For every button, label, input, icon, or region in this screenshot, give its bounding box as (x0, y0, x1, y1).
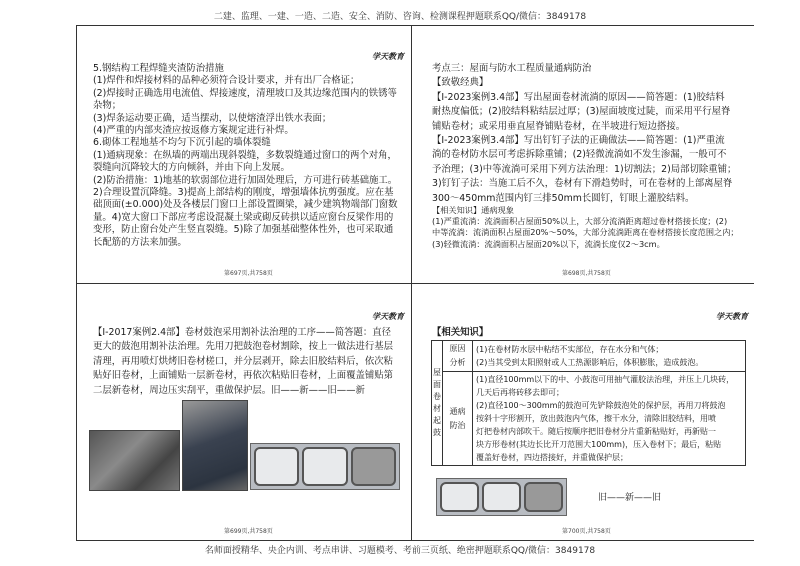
repair-diagram (250, 443, 400, 490)
text-line: 量。4)宽大窗口下部应考虑设混凝土梁或砌反砖拱以适应窗台反梁作用的 (93, 211, 394, 223)
diagram-step-patch (351, 447, 396, 486)
text-line: 5.钢结构工程焊缝夹渣防治措施 (93, 63, 224, 74)
text-line: (2)直径100～300mm的鼓泡可先铲除鼓泡处的保护层，再用刀将鼓泡 (476, 401, 726, 410)
layer-sequence: 旧——新——旧 (598, 493, 662, 503)
text-line: (4)严重的内部夹渣应按返修方案规定进行补焊。 (93, 125, 294, 137)
text-line: 按斜十字形割开，放出鼓泡内气体，擦干水分，清除旧胶结料，用喷 (476, 414, 716, 423)
text-line: (1)在卷材防水层中粘结不实部位，存在水分和气体； (476, 345, 664, 354)
frame-bottom (76, 540, 754, 541)
text-line: 考点三：屋面与防水工程质量通病防治 (432, 63, 592, 74)
photo-cut-membrane (182, 400, 248, 491)
text-line: 铺贴卷材；或采用垂直屋脊铺贴卷材，在半坡进行短边搭接。 (432, 120, 686, 132)
text-line: 变形，防止窗台处产生竖直裂缝。5)除了加强基础整体性外，也可采取通 (93, 224, 394, 236)
page-text (93, 326, 393, 398)
diagram-step-peel (482, 482, 521, 512)
text-line: (3)轻微流淌：流淌面积占屋面20%以下，流淌长度仅2～3cm。 (432, 238, 665, 249)
text-line: 2)合理设置沉降缝。3)提高上部结构的刚度，增强墙体抗剪强度。应在基 (93, 187, 394, 199)
text-line: (1)通病现象：在纵墙的两端出现斜裂缝，多数裂缝通过窗口的两个对角， (93, 149, 397, 161)
text-line: (1)直径100mm以下的中、小鼓泡可用抽气灌胶法治理，并压上几块砖， (476, 375, 735, 384)
text-line: (3)焊条运动要正确，适当摆动，以使熔渣浮出铁水表面； (93, 112, 332, 124)
text-line: 覆盖好卷材，四边搭接好，并重做保护层； (476, 453, 628, 462)
text-line: 【Ⅰ-2017案例2.4部】卷材鼓泡采用割补法治理的工序——简答题：直径 (93, 327, 392, 338)
text-line: (2)焊接时正确选用电流值、焊接速度，清理坡口及其边缘范围内的铁锈等 (93, 87, 397, 99)
text-line: 更大的鼓泡用割补法治理。先用刀把鼓泡卷材割除，按上一做法进行基层 (93, 341, 394, 353)
text-line: 【相关知识】通病现象 (432, 205, 514, 215)
text-line: 灯把卷材内部吹干。随后按顺序把旧卷材分片重新粘贴好，再新贴一 (476, 427, 716, 436)
table-group-label: 屋面卷材起鼓 (432, 341, 443, 466)
related-heading: 【相关知识】 (432, 327, 489, 338)
diagram-step-patch (524, 482, 563, 512)
page-text (432, 62, 736, 206)
photo-blister (89, 430, 180, 491)
text-line: 块方形卷材(其边长比开刀范围大100mm)，压入卷材下；最后，粘贴 (476, 440, 722, 449)
text-line: 【Ⅰ-2023案例3.4部】写出屋面卷材流淌的原因——简答题：(1)胶结料 (432, 91, 725, 103)
page-number: 第698页,共758页 (562, 270, 611, 277)
text-line: (1)严重流淌：流淌面积占屋面50%以上，大部分流淌距离超过卷材搭接长度；(2) (432, 216, 728, 227)
text-line: 长配筋的方法来加强。 (93, 236, 187, 248)
text-line: 础顶面(±0.000)处及各楼层门窗口上部设置圈梁，减少建筑物端部门窗数 (93, 199, 398, 211)
text-line: 二层新卷材，周边压实刮平，重做保护层。旧——新——旧——新 (93, 384, 365, 396)
diagram-step-peel (302, 447, 347, 486)
brand-logo: 学天教育 (372, 52, 404, 61)
header-banner: 二建、监理、一建、一造、二造、安全、消防、咨询、检测课程押题联系QQ/微信：3849178 (213, 12, 587, 22)
diagram-step-cut (254, 447, 299, 486)
diagram-step-cut (440, 482, 479, 512)
text-line: 贴好旧卷材，上面铺贴一层新卷材，再依次粘贴旧卷材，上面覆盖铺贴第 (93, 370, 394, 382)
footer-banner: 名师面授精华、央企内训、考点串讲、习题模考、考前三页纸、绝密押题联系QQ/微信：3849178 (204, 546, 596, 556)
text-line: 中等流淌：流淌面积占屋面20%～50%，大部分流淌距离在卷材搭接长度范围之内； (432, 227, 739, 238)
page-number: 第699页,共758页 (224, 528, 273, 535)
brand-logo: 学天教育 (716, 312, 748, 321)
frame-top (76, 25, 754, 26)
row-label: 原因分析 (443, 341, 473, 372)
row-label: 通病防治 (443, 372, 473, 466)
page-text (93, 63, 398, 249)
page-number: 第697页,共758页 (224, 270, 273, 277)
knowledge-table (431, 340, 746, 466)
text-line: 300～450mm范围内钉三排50mm长圆钉，钉眼上灌胶结料。 (432, 192, 695, 204)
row-content (473, 341, 746, 372)
text-line: 几天后再将砖移去即可； (476, 388, 564, 397)
frame-horizontal (76, 283, 754, 284)
text-line: 【致敬经典】 (432, 77, 489, 89)
text-line: 清理，再用喷灯烘烤旧卷材槎口，并分层剥开，除去旧胶结料后，依次粘 (93, 355, 394, 367)
text-line: 耐热度偏低；(2)胶结料粘结层过厚；(3)屋面坡度过陡，而采用平行屋脊 (432, 106, 731, 118)
text-line: 【Ⅰ-2023案例3.4部】写出钉钉子法的正确做法——简答题：(1)严重流 (432, 135, 725, 147)
text-line: 6.砌体工程地基不均匀下沉引起的墙体裂缝 (93, 137, 271, 149)
text-line: 予治理；(3)中等流淌可采用下列方法治理：1)切割法；2)局部切除重铺； (432, 163, 737, 175)
text-line: 裂缝向沉降较大的方向倾斜，并由下向上发展。 (93, 162, 290, 174)
text-line: (1)焊件和焊接材料的品种必须符合设计要求，并有出厂合格证； (93, 75, 360, 87)
text-line: 3)钉钉子法：当施工后不久，卷材有下滑趋势时，可在卷材的上部离屋脊 (432, 178, 733, 190)
row-content (473, 372, 746, 466)
related-knowledge (432, 205, 739, 250)
brand-logo: 学天教育 (372, 312, 404, 321)
text-line: 淌的卷材防水层可考虑拆除重铺；(2)轻微流淌如不发生渗漏，一般可不 (432, 149, 727, 161)
text-line: 杂物； (93, 100, 122, 112)
repair-diagram (436, 478, 567, 516)
text-line: (2)防治措施：1)地基的软弱部位进行加固处理后，方可进行砖基础施工。 (93, 174, 398, 186)
text-line: (2)当其受到太阳照射或人工热源影响后，体积膨胀，造成鼓泡。 (476, 358, 704, 367)
page-number: 第700页,共758页 (562, 528, 611, 535)
